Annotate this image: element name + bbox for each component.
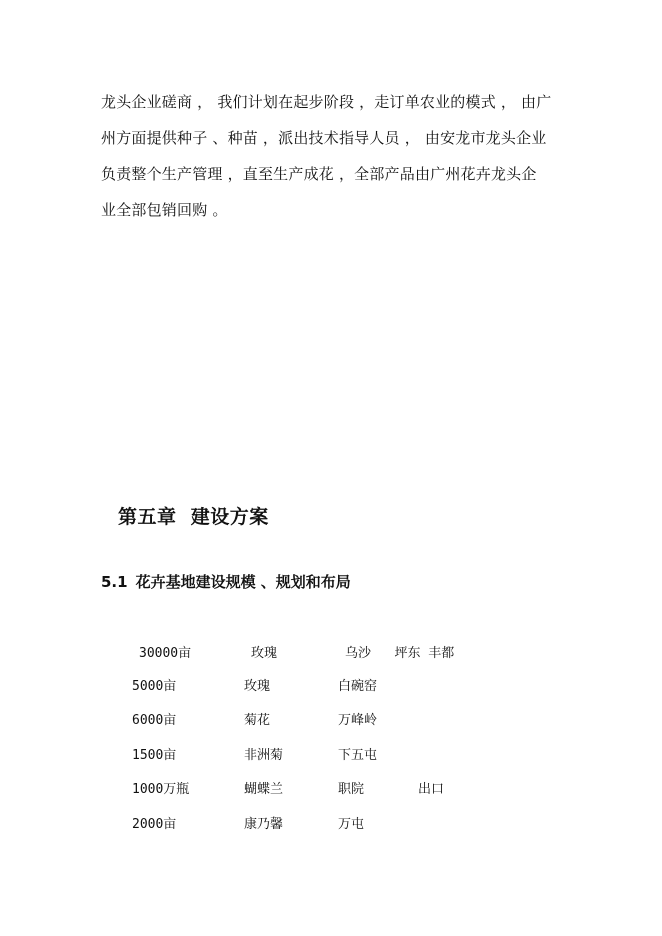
plan-flower: 蝴蝶兰 bbox=[244, 782, 284, 797]
body-paragraph bbox=[101, 84, 571, 228]
plan-location: 白碗窑 bbox=[338, 679, 378, 694]
plan-location: 万屯 bbox=[338, 817, 365, 832]
plan-area: 1000万瓶 bbox=[132, 782, 190, 797]
paragraph-line: 负责整个生产管理 ，直至生产成花 ，全部产品由广州花卉龙头企 bbox=[101, 165, 537, 183]
plan-area: 1500亩 bbox=[132, 748, 177, 763]
section-number: 5.1 bbox=[101, 573, 128, 591]
plan-flower: 玫瑰 bbox=[251, 646, 278, 661]
plan-location: 下五屯 bbox=[338, 748, 378, 763]
plan-flower: 菊花 bbox=[244, 713, 271, 728]
plan-area: 5000亩 bbox=[132, 679, 177, 694]
paragraph-line: 龙头企业磋商 ， 我们计划在起步阶段 ，走订单农业的模式 ， 由广 bbox=[101, 93, 552, 111]
plan-area: 6000亩 bbox=[132, 713, 177, 728]
section-heading bbox=[101, 571, 351, 592]
plan-area: 30000亩 bbox=[139, 646, 192, 661]
plan-location: 乌沙 坪东 丰都 bbox=[345, 646, 455, 661]
paragraph-line: 州方面提供种子 、种苗 ，派出技术指导人员 ， 由安龙市龙头企业 bbox=[101, 129, 547, 147]
plan-flower: 非洲菊 bbox=[244, 748, 284, 763]
plan-note: 出口 bbox=[418, 782, 445, 797]
chapter-title: 第五章 建设方案 bbox=[118, 506, 269, 528]
section-title: 花卉基地建设规模 、规划和布局 bbox=[135, 573, 351, 591]
plan-flower: 康乃馨 bbox=[244, 817, 284, 832]
plan-flower: 玫瑰 bbox=[244, 679, 271, 694]
plan-location: 职院 bbox=[338, 782, 365, 797]
paragraph-line: 业全部包销回购 。 bbox=[101, 201, 228, 219]
plan-location: 万峰岭 bbox=[338, 713, 378, 728]
plan-area: 2000亩 bbox=[132, 817, 177, 832]
